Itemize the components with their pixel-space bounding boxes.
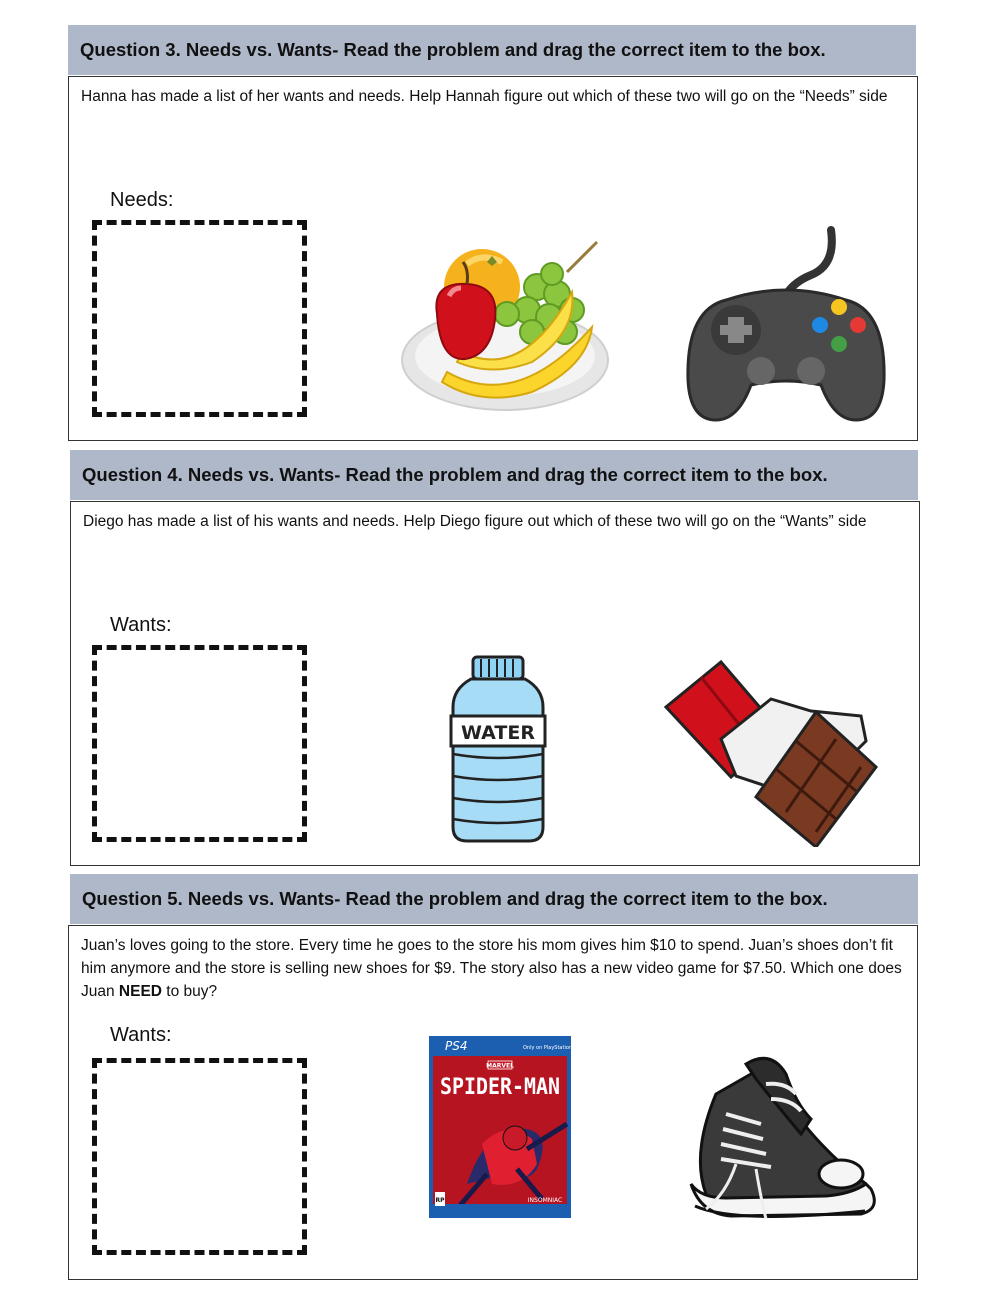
game-studio: INSOMNIAC: [527, 1197, 563, 1204]
wants-label: Wants:: [110, 614, 172, 636]
question-5-body: [68, 925, 918, 1280]
wants-drop-zone[interactable]: [92, 645, 307, 842]
needs-drop-zone[interactable]: [92, 220, 307, 417]
game-title: SPIDER-MAN: [440, 1075, 560, 1100]
needs-label: Needs:: [110, 189, 174, 211]
question-3-body: [68, 76, 918, 441]
question-5-prompt-text: Juan’s loves going to the store. Every time he goes to the store his mom gives him $10 to spend. Juan’s shoes don’t fit him anymore and the store is selling new shoes for $9. The story also has a new video game for $7.50. Which one does Juan: [81, 937, 902, 1000]
game-controller-icon: [686, 225, 886, 425]
question-5-prompt: [81, 934, 909, 1003]
chocolate-bar-item[interactable]: [661, 657, 881, 847]
sneakers-icon: [681, 1044, 881, 1234]
game-platform: PS4: [445, 1039, 468, 1053]
fruit-plate-item[interactable]: [397, 232, 612, 417]
fruit-plate-icon: [397, 232, 612, 417]
question-3-prompt: Hanna has made a list of her wants and needs. Help Hannah figure out which of these two will go on the “Needs” side: [81, 88, 888, 105]
wants-drop-zone-q5[interactable]: [92, 1058, 307, 1255]
question-4-title: Question 4. Needs vs. Wants- Read the problem and drag the correct item to the box.: [82, 464, 828, 485]
question-5-title: Question 5. Needs vs. Wants- Read the problem and drag the correct item to the box.: [82, 888, 828, 909]
spider-man-game-item[interactable]: [427, 1034, 573, 1220]
wants-label-q5: Wants:: [110, 1024, 172, 1046]
game-tagline: Only on PlayStation: [523, 1045, 573, 1051]
question-5-header: [70, 874, 918, 924]
sneakers-item[interactable]: [681, 1044, 881, 1234]
question-5-prompt-end: to buy?: [162, 983, 218, 1000]
question-4-prompt: Diego has made a list of his wants and needs. Help Diego figure out which of these two will go on the “Wants” side: [83, 513, 867, 530]
spider-man-game-cover-icon: [427, 1034, 573, 1220]
question-3-title: Question 3. Needs vs. Wants- Read the problem and drag the correct item to the box.: [80, 39, 826, 60]
question-4-body: [70, 501, 920, 866]
game-publisher: MARVEL: [486, 1062, 514, 1070]
water-bottle-item[interactable]: [443, 654, 553, 844]
question-3-header: [68, 25, 916, 75]
water-bottle-icon: [443, 654, 553, 844]
water-bottle-label: WATER: [461, 722, 535, 744]
chocolate-bar-icon: [661, 657, 881, 847]
game-controller-item[interactable]: [686, 225, 886, 425]
question-4-header: [70, 450, 918, 500]
game-rating: RP: [435, 1197, 445, 1204]
question-5-prompt-emphasis: NEED: [118, 983, 162, 1000]
